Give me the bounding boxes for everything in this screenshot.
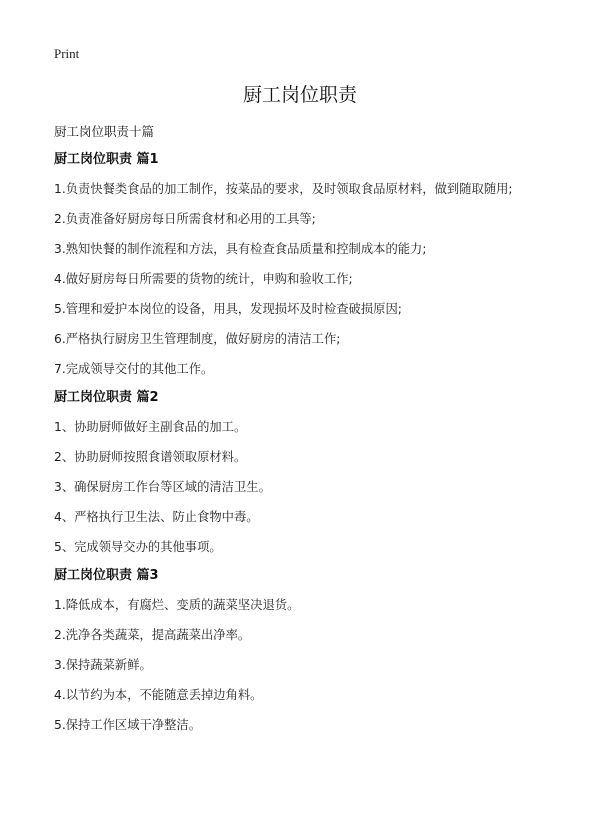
section-heading: 厨工岗位职责 篇3 [54, 568, 159, 583]
section-heading: 厨工岗位职责 篇2 [54, 390, 159, 405]
document-body [54, 149, 554, 734]
list-item: 1.负责快餐类食品的加工制作，按菜品的要求，及时领取食品原材料，做到随取随用; [54, 182, 513, 196]
section [54, 565, 554, 734]
list-item: 1.降低成本，有腐烂、变质的蔬菜坚决退货。 [54, 598, 300, 612]
list-item: 4.做好厨房每日所需要的货物的统计，申购和验收工作; [54, 272, 353, 286]
section-heading: 厨工岗位职责 篇1 [54, 152, 159, 167]
list-item: 3.熟知快餐的制作流程和方法，具有检查食品质量和控制成本的能力; [54, 242, 427, 256]
list-item: 7.完成领导交付的其他工作。 [54, 362, 214, 376]
list-item: 4、严格执行卫生法、防止食物中毒。 [54, 510, 259, 524]
section [54, 149, 554, 378]
list-item: 2、协助厨师按照食谱领取原材料。 [54, 450, 247, 464]
section [54, 387, 554, 556]
list-item: 4.以节约为本，不能随意丢掉边角料。 [54, 688, 263, 702]
list-item: 5.保持工作区域干净整洁。 [54, 718, 201, 732]
list-item: 3.保持蔬菜新鲜。 [54, 658, 152, 672]
list-item: 1、协助厨师做好主副食品的加工。 [54, 420, 247, 434]
list-item: 3、确保厨房工作台等区域的清洁卫生。 [54, 480, 271, 494]
document-title: 厨工岗位职责 [242, 84, 357, 106]
list-item: 5.管理和爱护本岗位的设备，用具，发现损坏及时检查破损原因; [54, 302, 402, 316]
list-item: 5、完成领导交办的其他事项。 [54, 540, 222, 554]
list-item: 2.洗净各类蔬菜，提高蔬菜出净率。 [54, 628, 251, 642]
document-subtitle: 厨工岗位职责十篇 [54, 124, 155, 139]
list-item: 6.严格执行厨房卫生管理制度，做好厨房的清洁工作; [54, 332, 341, 346]
print-label: Print [54, 46, 80, 61]
list-item: 2.负责准备好厨房每日所需食材和必用的工具等; [54, 212, 316, 226]
